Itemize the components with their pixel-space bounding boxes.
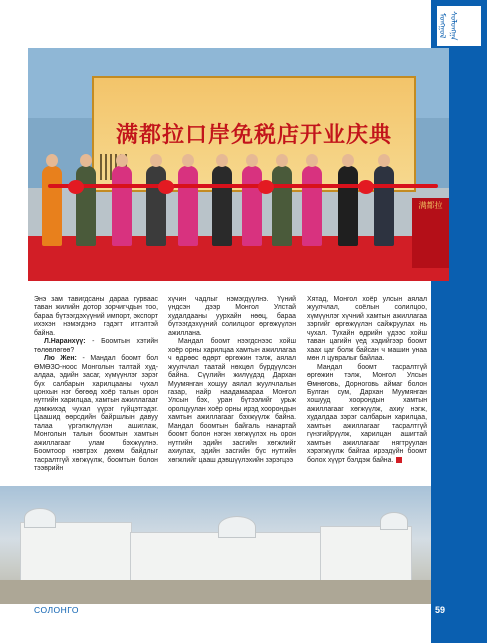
ceremony-photo <box>28 48 449 281</box>
side-tag-line-2: ᠰᠣᠯᠣᠩᠭ᠋ᠠ <box>449 11 458 41</box>
speaker-name: Л.Наранхүү: <box>44 338 86 346</box>
person <box>338 166 358 246</box>
person <box>212 166 232 246</box>
ribbon-flower <box>258 180 274 194</box>
paragraph: Хятад, Монгол хоёр улсын аялал жуулчлал, соёлын солилцоо, хүмүүнлэг хүчний хамтын ажиллагаа зэргийг өргөжүүлэн сайжруулах нь чухал. Тухайн өдрийн үдээс хойш таван цагийн үед хэдийгээр боомт хаах цаг болж байсан ч машин унаа мөн л цувралыг байлаа. <box>307 296 427 363</box>
ground <box>0 580 431 604</box>
magazine-side-tag <box>437 6 481 46</box>
paragraph-text: - Боомтын хэтийн төлөвлөгөө? <box>34 338 158 354</box>
ribbon-flower <box>68 180 84 194</box>
person <box>42 166 62 246</box>
paragraph <box>307 364 427 465</box>
building-wing <box>320 526 412 584</box>
paragraph-text: - Мандал боомт бол ӨМӨЗО-ноос Монголын талтай худалдаа, эдийн засаг, хүмүүнлэг зэрэг бүх салбарын харилцааны чухал цонхын нэг бөгөөд хоёр талын орон нутгийн харилцаа, хамтын ажиллагааг дэмжихэд чухал үүрэг гүйцэтгэдэг. Цаашид өөрсдийн байршлын давуу талаа үргэлжлүүлэн ашиглаж, Монголын талын боомтын хамтын ажиллагааг улам бэхжүүлнэ. Боомтоор нэвтрэх дөхөм байдлыг тасралтгүй хөгжүүлж, боомтын болон тээврийн <box>34 355 159 473</box>
paragraph <box>34 338 158 355</box>
person <box>178 166 198 246</box>
paragraph: хүчин чадлыг нэмэгдүүлнэ. Үүний үндсэн дээр Монгол Улстай худалдааны уурхайн нөөц, бараа бүтээгдэхүүний солилцоог өргөжүүлэн ажиллана. <box>168 296 296 337</box>
side-tag-line-1: ᠮᠣᠩᠭᠣᠯ <box>438 13 447 39</box>
paragraph <box>34 355 158 473</box>
article-end-mark <box>396 457 402 463</box>
building-wing <box>20 522 132 584</box>
paragraph: Мандал боомт нээгдснээс хойш хоёр орны харилцаа хамтын ажиллагаа ч өдрөөс өдөрт өргөжин тэлж, аялал жуулчлал таатай нөхцөл бүрдүүлсэн байна. Сүүлийн жилүүдэд Дархан Муумянган хошуу аялал жуулчлалын газар, найр наадамаараа Монгол Улсын бэх, уран бүтээлийг урьж оролцуулан хоёр орны ирэд хоорондын хамтын ажиллагааг бэхжүүлж байна. Мандал боомтын байгаль нанартай боомт болон нэгэн хөгжүүлэх нь орон нутгийн эдийн засгийн хөгжлийг ахиулах, эдийн засгийн бүс нутгийн хөгжлийг цааш дэвшүүлэхийн зэрэгцээ <box>168 338 296 464</box>
magazine-name: СОЛОНГО <box>34 605 80 615</box>
red-ribbon <box>48 184 438 188</box>
person <box>272 166 292 246</box>
paragraph-text: Мандал боомт тасралтгүй өргөжин тэлж, Монгол Улсын Өмнөговь, Дорноговь аймаг болон Булган сум, Дархан Муумянган хошууд хоорондын хамтын ажиллагааг хөгжүүлж, ахиу нэгж, худалдаа зэрэг салбарын харилцаа, хамтын ажиллагааг тасралтгүй гүнзгийрүүлж, харилцан ашигтай хамтын ажиллагааг нягтруулан хэрэгжүүлж байгаа ирээдүйн боомт болох хүүрт бэлдэж байна. <box>307 363 427 464</box>
ribbon-flower <box>158 180 174 194</box>
person <box>374 166 394 246</box>
building-dome <box>218 516 256 538</box>
building-dome <box>24 508 56 528</box>
person <box>242 166 262 246</box>
person <box>146 166 166 246</box>
article-column-1 <box>34 296 158 474</box>
article-column-3 <box>307 296 427 465</box>
booth-label: 满都拉 <box>418 201 443 210</box>
person <box>112 166 132 246</box>
person <box>302 166 322 246</box>
ribbon-flower <box>358 180 374 194</box>
red-booth <box>412 198 449 268</box>
paragraph: Энэ зам тавигдсаны дараа гурваас таван жилийн дотор зорчигчдын тоо, бараа бүтээгдэхүүний импорт, экспорт ихэхэн нэмэгдэнэ гэдэгт итгэлтэй байна. <box>34 296 158 337</box>
building-dome <box>380 512 408 530</box>
building-main <box>130 532 322 584</box>
speaker-name: Лю Жен: <box>44 355 77 363</box>
port-building-photo <box>0 486 431 604</box>
person <box>76 166 96 246</box>
page-number: 59 <box>431 603 449 617</box>
banner-title: 满都拉口岸免税店开业庆典 <box>115 122 392 148</box>
article-column-2 <box>168 296 296 465</box>
